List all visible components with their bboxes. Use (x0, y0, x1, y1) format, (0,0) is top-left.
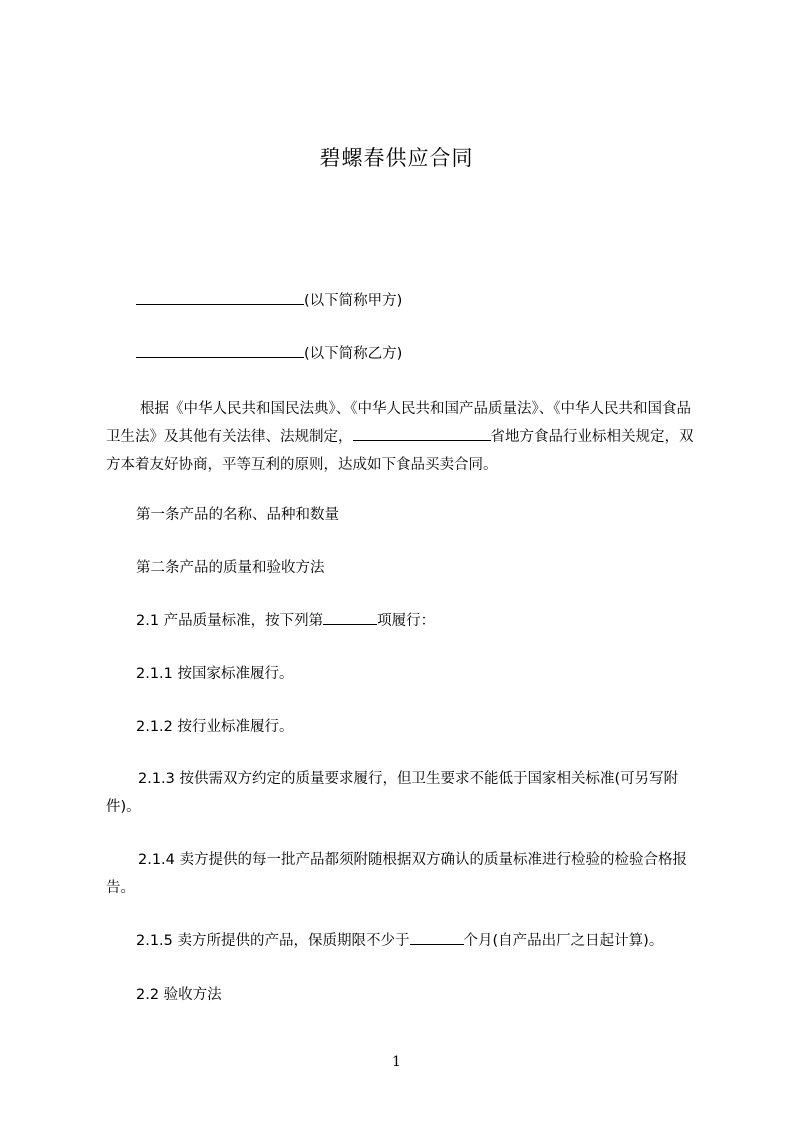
clause-2-1-text-a: 2.1 产品质量标准，按下列第 (136, 613, 324, 629)
clause-2-1-5-blank[interactable] (410, 930, 464, 945)
article-1-heading: 第一条产品的名称、品种和数量 (136, 507, 339, 523)
intro-text-1: 根据《中华人民共和国民法典》、《中华人民共和国产品质量法》、《中华人民共和国食品卫生法》及其他有关法律、法规制定， (106, 401, 691, 445)
clause-2-1-5-text-b: 个月(自产品出厂之日起计算)。 (463, 933, 664, 949)
party-a-label: (以下简称甲方) (304, 293, 403, 309)
clause-2-1-1: 2.1.1 按国家标准履行。 (136, 666, 294, 682)
intro-paragraph (106, 395, 702, 479)
clause-2-1-text-b: 项履行： (377, 613, 436, 629)
party-b-blank[interactable] (136, 343, 304, 358)
party-b-line (136, 342, 402, 366)
party-b-label: (以下简称乙方) (304, 346, 403, 362)
clause-2-1 (136, 609, 435, 633)
party-a-line (136, 289, 402, 313)
clause-2-1-blank[interactable] (323, 610, 377, 625)
clause-2-1-5-text-a: 2.1.5 卖方所提供的产品，保质期限不少于 (136, 933, 410, 949)
document-title: 碧螺春供应合同 (319, 146, 474, 170)
clause-2-1-2: 2.1.2 按行业标准履行。 (136, 719, 294, 735)
clause-2-2: 2.2 验收方法 (136, 987, 222, 1003)
intro-text-2: 省地方食品行业标相关规定，双方本着友好协商，平等互利的原则，达成如下食品买卖合同。 (106, 429, 694, 473)
clause-2-1-3: 2.1.3 按供需双方约定的质量要求履行，但卫生要求不能低于国家相关标准(可另写附件)。 (106, 771, 679, 815)
party-a-blank[interactable] (136, 290, 304, 305)
clause-2-1-4: 2.1.4 卖方提供的每一批产品都须附随根据双方确认的质量标准进行检验的检验合格报告。 (106, 852, 688, 896)
page-number: 1 (392, 1054, 401, 1070)
clause-2-1-5 (136, 929, 663, 953)
intro-province-blank[interactable] (353, 426, 491, 441)
article-2-heading: 第二条产品的质量和验收方法 (136, 560, 325, 576)
